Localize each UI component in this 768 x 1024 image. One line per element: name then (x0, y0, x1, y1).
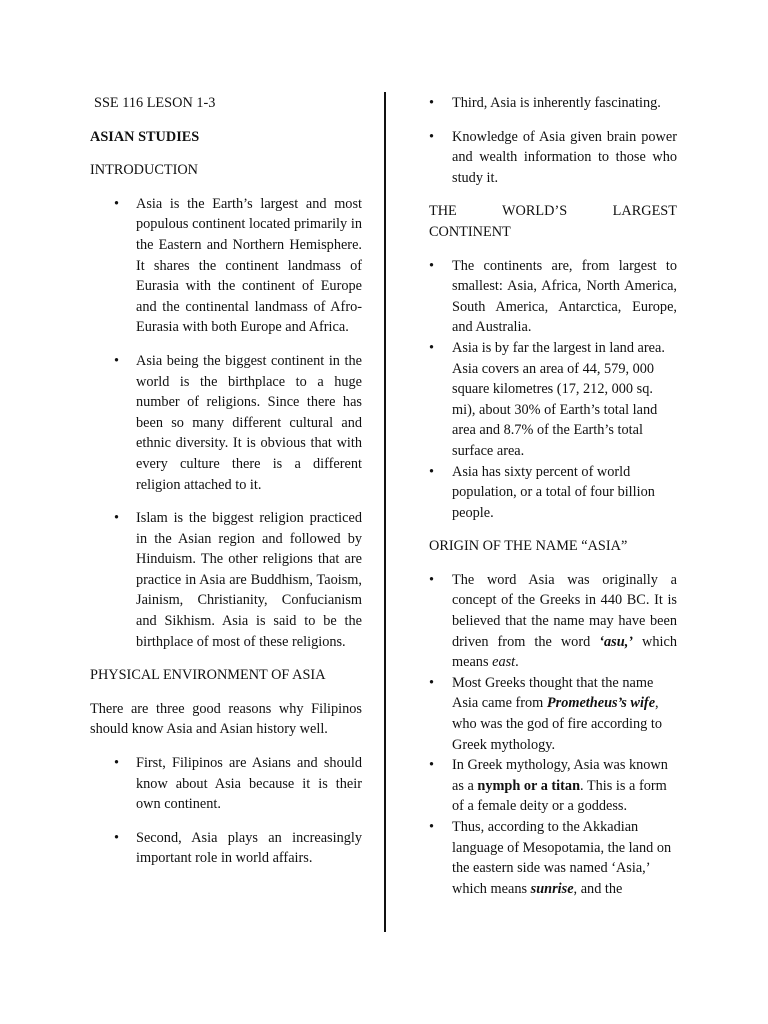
list-item-text (452, 817, 677, 899)
bullet-icon: • (429, 95, 435, 111)
list-item-text: The continents are, from largest to smallest: Asia, Africa, North America, South America, Antarctica, Europe, and Australia. (452, 257, 677, 336)
origin-2-text: Most Greeks thought that the name Asia came from (452, 674, 654, 712)
list-item-text: Second, Asia plays an increasingly important role in world affairs. (136, 829, 362, 867)
origin-3-term: nymph or a titan (477, 777, 581, 794)
origin-1-meaning: east (492, 654, 516, 671)
bullet-icon: • (429, 819, 435, 835)
bullet-icon: • (114, 755, 120, 772)
bullet-icon: • (114, 195, 120, 212)
list-item-text: Asia is the Earth’s largest and most populous continent located primarily in the Eastern and Northern Hemisphere. It shares the continent landmass of Eurasia with the continent of Europe and the continental landmass of Afro-Eurasia with both Europe and Africa. (136, 195, 362, 336)
list-item (90, 508, 362, 652)
bullet-icon: • (429, 571, 435, 588)
list-item (429, 673, 677, 755)
list-item (429, 127, 677, 189)
list-item-text: First, Filipinos are Asians and should know about Asia because it is their own continent. (136, 755, 362, 813)
list-item-text (452, 570, 677, 673)
left-column (90, 90, 362, 869)
list-item-text: Asia being the biggest continent in the world is the birthplace to a huge number of religions. Since there has been so many different cultural and ethnic diversity. It is obvious that with every culture there is a different religion attached to it. (136, 352, 362, 493)
origin-heading: ORIGIN OF THE NAME “ASIA” (429, 538, 628, 555)
list-item (90, 351, 362, 495)
physical-environment-heading: PHYSICAL ENVIRONMENT OF ASIA (90, 667, 326, 684)
list-item (90, 194, 362, 338)
origin-3-text: In Greek mythology, Asia was known as a (452, 757, 668, 794)
origin-list (429, 570, 677, 900)
list-item (429, 93, 677, 114)
bullet-icon: • (429, 463, 435, 480)
list-item (90, 828, 362, 869)
list-item (429, 570, 677, 673)
right-column (429, 90, 677, 899)
list-item (90, 753, 362, 815)
origin-2-term: Prometheus’s wife (546, 695, 656, 712)
bullet-icon: • (114, 510, 120, 527)
introduction-heading: INTRODUCTION (90, 162, 199, 179)
list-item-text: Islam is the biggest religion practiced in the Asian region and followed by Hinduism. The other religions that are practice in Asia are Buddhism, Taoism, Jainism, Christianity, Confucianism and Sikhism. Asia is said to be the birthplace of most of these religions. (136, 510, 362, 650)
bullet-icon: • (429, 339, 435, 356)
origin-2-text-b: , who was the god of fire according to Greek mythology. (452, 695, 663, 753)
origin-1-text: The word Asia was originally a concept of the Greeks in 440 BC. It is believed that the name may have been driven from the word (452, 571, 677, 650)
list-item-text: Knowledge of Asia given brain power and wealth information to those who study it. (452, 128, 677, 186)
origin-4-text-b: , and the (573, 880, 623, 897)
list-item (429, 817, 677, 899)
origin-3-text-b: . This is a form of a female deity or a goddess. (452, 777, 667, 815)
list-item-text (452, 755, 677, 817)
origin-1-term: ‘asu,’ (599, 633, 634, 650)
largest-continent-heading: THE WORLD’S LARGEST CONTINENT (429, 203, 677, 240)
list-item-text: Asia is by far the largest in land area. Asia covers an area of 44, 579, 000 square kilometres (17, 212, 000 sq. mi), about 30% of Earth’s total land area and 8.7% of the Earth’s total surface area. (452, 339, 665, 459)
bullet-icon: • (429, 257, 435, 274)
list-item (429, 256, 677, 338)
list-item (429, 755, 677, 817)
column-divider (384, 92, 386, 932)
reasons-intro: There are three good reasons why Filipinos should know Asia and Asian history well. (90, 700, 362, 738)
list-item-text: Asia has sixty percent of world population, or a total of four billion people. (452, 463, 655, 521)
origin-4-term: sunrise (530, 880, 574, 897)
bullet-icon: • (114, 829, 120, 846)
list-item (429, 338, 677, 462)
origin-1-text-b: which means (452, 633, 677, 671)
bullet-icon: • (114, 352, 120, 369)
bullet-icon: • (429, 757, 435, 774)
origin-4-text: Thus, according to the Akkadian language of Mesopotamia, the land on the eastern side was named ‘Asia,’ which means (452, 819, 672, 897)
list-item-text (452, 673, 677, 755)
list-item-text: Third, Asia is inherently fascinating. (452, 95, 661, 111)
origin-1-text-c: . (515, 654, 519, 671)
introduction-list (90, 194, 362, 652)
reasons-continued-list (429, 93, 677, 188)
bullet-icon: • (429, 128, 435, 145)
document-title: ASIAN STUDIES (90, 128, 200, 145)
bullet-icon: • (429, 674, 435, 691)
course-code: SSE 116 LESON 1-3 (94, 95, 216, 111)
list-item (429, 462, 677, 524)
reasons-list (90, 753, 362, 869)
largest-continent-list (429, 256, 677, 524)
